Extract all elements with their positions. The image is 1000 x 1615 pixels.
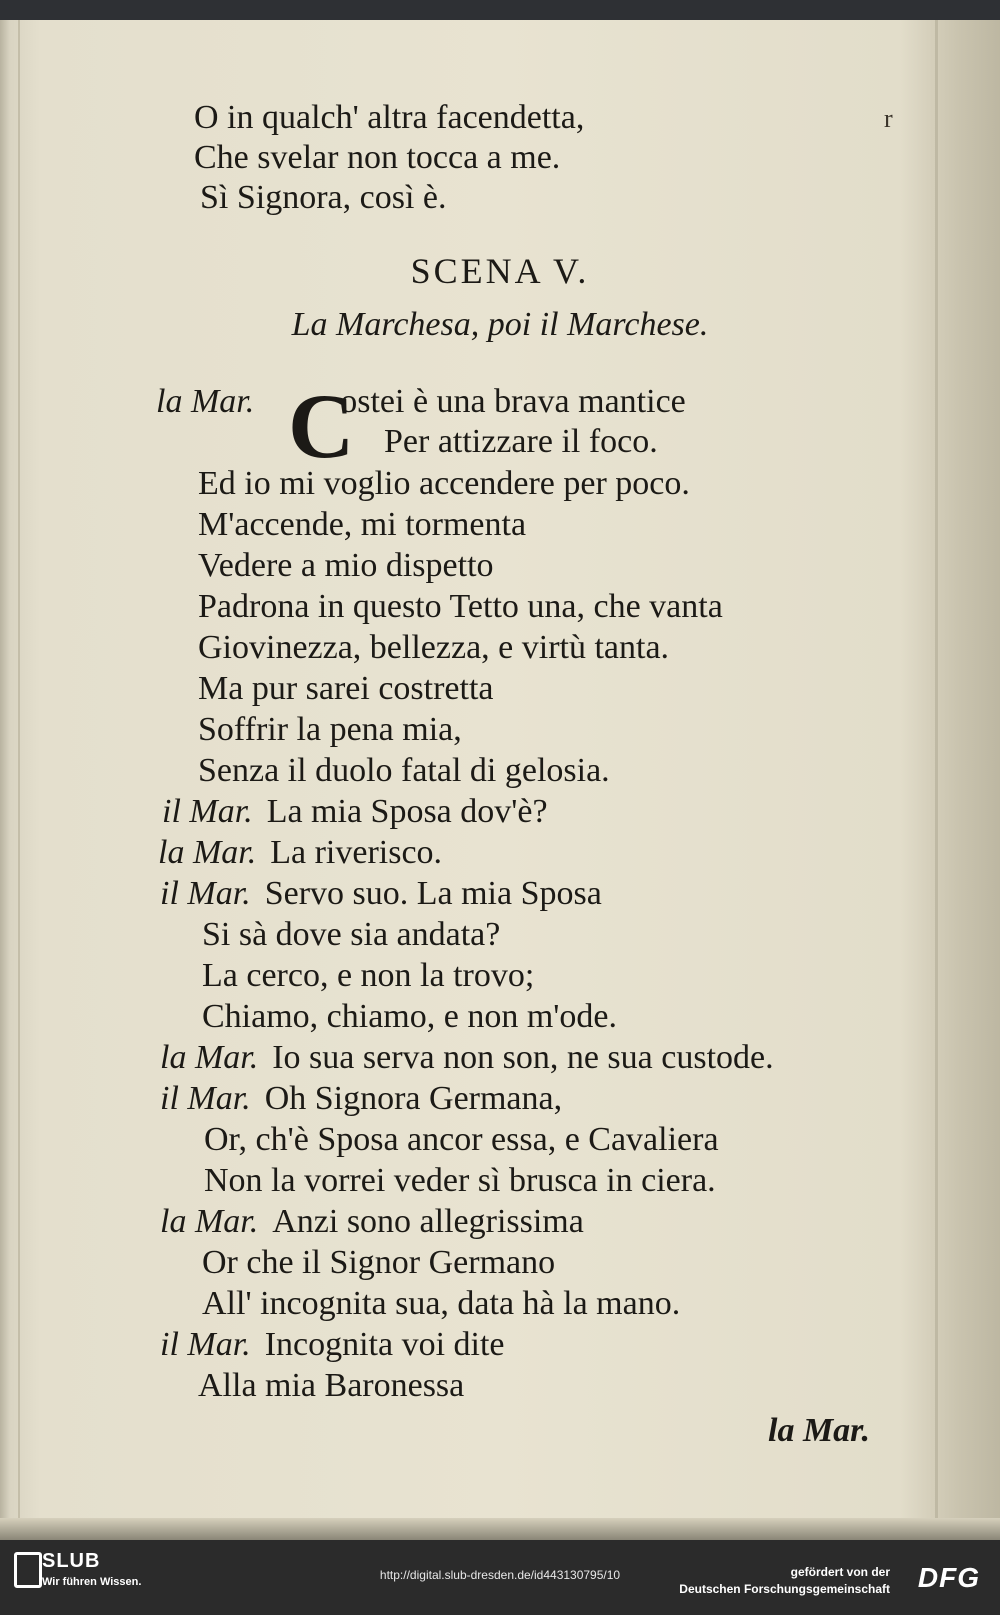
dialogue-line: Or che il Signor Germano: [202, 1244, 556, 1281]
dialogue-line: [156, 382, 686, 422]
verse-line: O in qualch' altra facendetta,: [194, 99, 585, 136]
dialogue-line: Soffrir la pena mia,: [198, 711, 462, 748]
line-text: La mia Sposa dov'è?: [266, 793, 548, 830]
line-text: Io sua serva non son, ne sua custode.: [272, 1039, 774, 1076]
sponsor-line-2: Deutschen Forschungsgemeinschaft: [679, 1582, 890, 1596]
dialogue-line: [158, 833, 442, 873]
drop-capital: C: [288, 375, 355, 477]
line-text: Servo suo. La mia Sposa: [264, 875, 602, 912]
scene-persons: La Marchesa, poi il Marchese.: [291, 306, 709, 343]
slub-tagline: Wir führen Wissen.: [42, 1576, 142, 1588]
dialogue-line: Si sà dove sia andata?: [202, 916, 501, 953]
verse-line: Che svelar non tocca a me.: [194, 139, 561, 176]
dialogue-line: [162, 792, 548, 832]
dialogue-line: [160, 874, 602, 914]
margin-mark: r: [884, 104, 893, 133]
dialogue-line: M'accende, mi tormenta: [198, 506, 527, 543]
dialogue-line: Or, ch'è Sposa ancor essa, e Cavaliera: [204, 1121, 719, 1158]
dialogue-line: Senza il duolo fatal di gelosia.: [198, 752, 610, 789]
verse-line: Sì Signora, così è.: [200, 179, 447, 216]
speaker-label: il Mar.: [160, 875, 251, 912]
dialogue-line: Ma pur sarei costretta: [198, 670, 494, 707]
dialogue-line: [160, 1079, 562, 1119]
dialogue-line: All' incognita sua, data hà la mano.: [202, 1285, 681, 1322]
dialogue-line: La cerco, e non la trovo;: [202, 957, 535, 994]
dialogue-line: Padrona in questo Tetto una, che vanta: [198, 588, 723, 625]
line-text: Incognita voi dite: [264, 1326, 505, 1363]
line-text: Oh Signora Germana,: [264, 1080, 563, 1117]
speaker-label: la Mar.: [160, 1039, 259, 1076]
dialogue-line: Giovinezza, bellezza, e virtù tanta.: [198, 629, 670, 666]
dialogue-line: Chiamo, chiamo, e non m'ode.: [202, 998, 617, 1035]
slub-brand-name[interactable]: SLUB: [42, 1550, 101, 1572]
speaker-label: il Mar.: [160, 1080, 251, 1117]
line-text: ostei è una brava mantice: [340, 383, 686, 420]
speaker-label: la Mar.: [156, 383, 255, 420]
speaker-label: la Mar.: [158, 834, 257, 871]
catchword: la Mar.: [768, 1412, 871, 1449]
speaker-label: il Mar.: [162, 793, 253, 830]
footer-bar: [0, 1540, 1000, 1615]
sponsor-line-1: gefördert von der: [790, 1565, 890, 1579]
speaker-label: la Mar.: [160, 1203, 259, 1240]
dfg-logo[interactable]: DFG: [917, 1562, 980, 1593]
sponsor-text: [679, 1564, 890, 1598]
dialogue-line: Ed io mi voglio accendere per poco.: [198, 465, 690, 502]
source-url-link[interactable]: http://digital.slub-dresden.de/id443130795/10: [379, 1568, 621, 1582]
dialogue-line: Vedere a mio dispetto: [198, 547, 494, 584]
dialogue-line: [160, 1038, 774, 1078]
dialogue-line: Per attizzare il foco.: [384, 423, 658, 460]
dialogue-line: Non la vorrei veder sì brusca in ciera.: [204, 1162, 716, 1199]
dialogue-line: [160, 1325, 505, 1365]
scene-title: SCENA V.: [410, 251, 590, 291]
dialogue-line: Alla mia Baronessa: [198, 1367, 465, 1404]
line-text: La riverisco.: [270, 834, 443, 871]
speaker-label: il Mar.: [160, 1326, 251, 1363]
line-text: Anzi sono allegrissima: [272, 1203, 584, 1240]
dialogue-line: [160, 1202, 584, 1242]
